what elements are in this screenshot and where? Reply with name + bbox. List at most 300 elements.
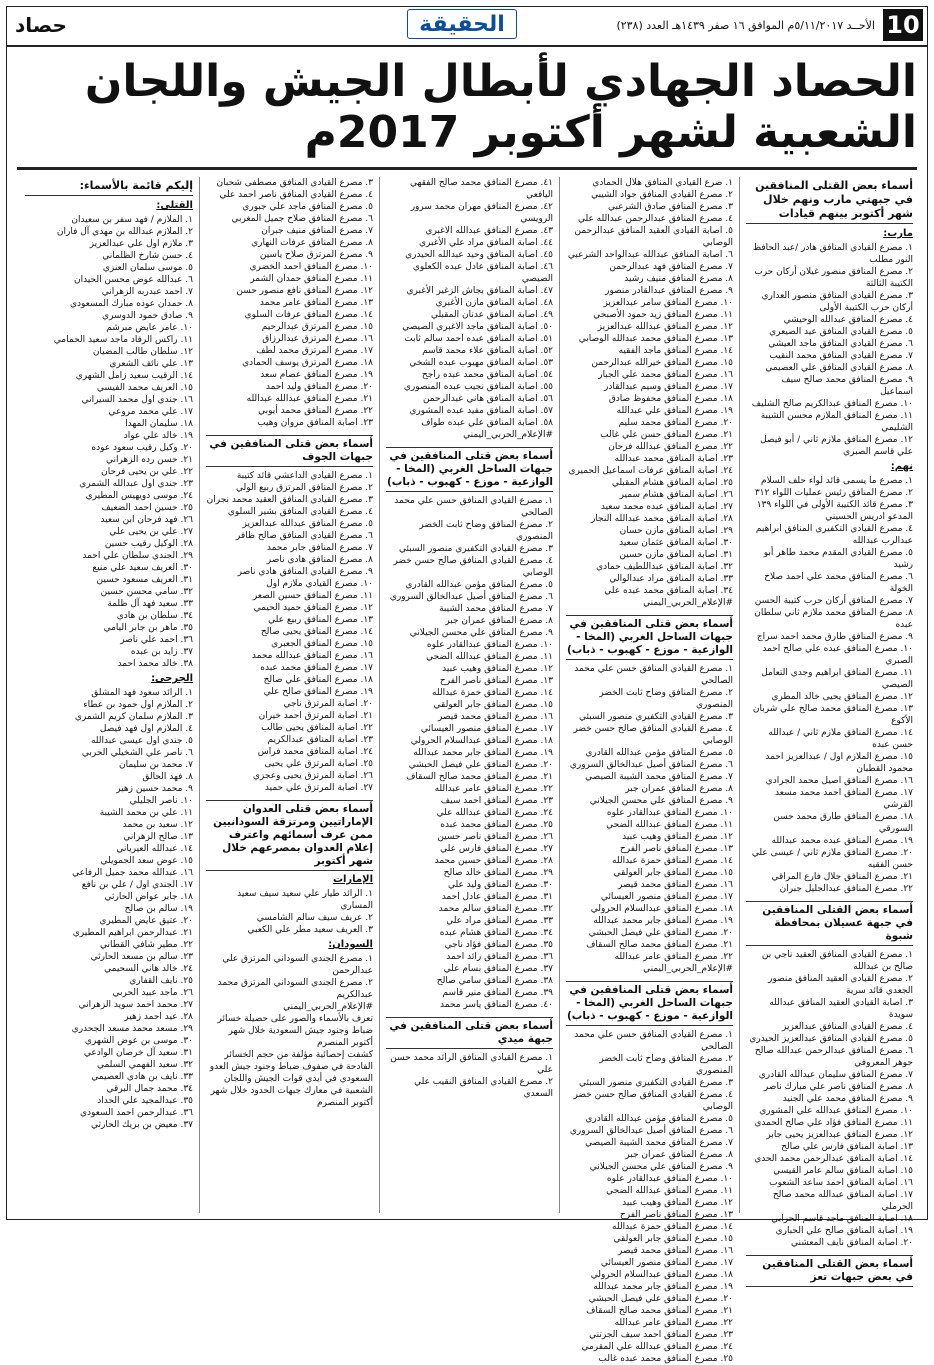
list-item: ٢٩. الجندي سلطان علي احمد — [82, 551, 193, 561]
list-item: ١٣. مصرع المنافق محمد صالح علي شربان الأكوع — [752, 704, 913, 726]
list-item: ١٢. سلطان طالب المضيان — [92, 347, 193, 357]
list-item: ٢. مصرع المنافق وضاح ثابت الخضر المنصوري — [419, 520, 553, 542]
list-item: ٣٣. نايف بن هادي العصيمي — [91, 1072, 193, 1082]
list-item: ٣٠. العريف سعيد علي منيع — [92, 563, 193, 573]
list-item: ٤٢. مصرع المنافق مهران محمد سرور الرويسي — [410, 202, 553, 224]
list-item: ١٠. مصرع المنافق سامر عبدالعزيز — [603, 298, 733, 308]
list-item: ٥١. اصابة المنافق عبده احمد سالم ثابت — [404, 334, 553, 344]
list-item: ٢. مصرع المنافق وضاح ثابت الخضر المنصوري — [599, 688, 733, 710]
list-item: ١٦. مصرع المنافق محمد علي الجبار — [598, 370, 733, 380]
newspaper-page — [6, 6, 928, 1364]
list-item: ١٢. مصرع المنافق نافع منصور حسن — [236, 286, 373, 296]
list-item: ١٦. مصرع المنافق عبدالله محمد — [251, 651, 373, 661]
list-item: ١٠. ناصر الجليلي — [129, 796, 193, 806]
list-item: ٢٧. محمد احمد سويد الزهراني — [78, 1000, 193, 1010]
list-item: #الإعلام_الحربي_اليمني — [463, 430, 553, 440]
list-item: ٤٩. اصابة المنافق عدنان المقبلي — [430, 310, 553, 320]
list-item: ٥٣. اصابة المنافق مهيوب عبده الشخي — [409, 358, 553, 368]
list-item: ٧. مصرع المنافق فهد عبدالرحمن — [609, 262, 733, 272]
list-item: ٨. فهد الحالق — [142, 772, 193, 782]
marib-subheading: مارب: — [883, 228, 913, 239]
column-4-list-a — [206, 177, 373, 429]
list-item: ٢٣. مصرع المنافق احمد سيف الجرتني — [589, 1330, 733, 1340]
list-item: ٥. مصرع القيادي المنافق عيد الصيعري — [769, 327, 913, 337]
list-item: ٣٠. موسى بن عوض الشهري — [84, 1036, 193, 1046]
list-item: ٢١. مصرع المنافق محمد صالح السقاف — [586, 1306, 733, 1316]
list-item: ٢٧. مصرع المنافق فارس علي — [440, 844, 553, 854]
list-item: ١٥. مصرع المنافق خيرالله عبدالرحمن — [591, 358, 733, 368]
list-item: ٦. عبدالله عوض محسن الحيدان — [73, 275, 193, 285]
list-item: ١٩. مصرع المنافق جابر محمد عبدالله — [593, 1282, 733, 1292]
list-item: ٩. محمد حسين زهير — [116, 784, 193, 794]
list-item: ١٤. الرقيب سعيد زامل الشهري — [75, 371, 193, 381]
list-item: ١. مصرع القيادي المنافق حسن علي محمد الصالحي — [394, 496, 553, 518]
list-item: ١. مصرع الجندي السوداني المرتزق علي عبدالرحمن — [222, 954, 373, 976]
list-item: ٦. اصابة المنافق عبدالله عبدالواحد الشرعبي — [567, 250, 733, 260]
list-item: ١٨. مصرع المنافق عبدالسلام الحرولي — [590, 904, 733, 914]
list-item: ٣. مصرع القيادي المنافق منصور العداري أركان حرب الكتيبة الأولى — [761, 291, 913, 313]
list-item: ٩. مصرع المنافق محمد صالح سيف اسماعيل — [781, 375, 913, 397]
list-item: ٤٧. اصابة المنافق بجاش الزغير الأغبري — [406, 286, 553, 296]
list-item: ٣٢. اصابة المنافق عبداللطيف حمادي — [596, 562, 733, 572]
list-item: ٤٠. مصرع المنافق ياسر محمد — [440, 1000, 553, 1010]
list-item: ٢٠. مصرع المنافق ملازم ثاني / عيسى علي حسن الفقيه — [751, 848, 913, 870]
list-item: ١٥. مصرع المنافق جابر العولقي — [613, 868, 733, 878]
list-item: ٣٥. ماهر بن جابر اليامي — [103, 623, 193, 633]
list-item: ١٨. اصابة المنافق ماجد قاسم الحرابي — [771, 1214, 913, 1224]
list-item: ١٢. مصرع المنافق عبدالله عبدالعزيز — [597, 322, 733, 332]
list-item: ١. مصرع ما يسمى قائد لواء حلف السلام — [761, 476, 913, 486]
list-item: ٢١. مصرع المنافق محمد صالح السقاف — [586, 940, 733, 950]
list-item: ٩. مصرع المرتزق صلاح ياسين — [259, 250, 373, 260]
list-item: ٨. مصرع المنافق عمران جبر — [625, 1150, 733, 1160]
list-item: ١٧. مصرع المنافق منصور العيسائي — [600, 892, 733, 902]
list-item: ١٠. مصرع المنافق عبدالقادر علوه — [606, 1174, 733, 1184]
list-item: ١. الرائد سعود فهد المشلق — [91, 688, 193, 698]
list-item: ٢٧. اصابة المنافق عبده محمد سعيد — [600, 502, 733, 512]
list-item: ١٦. مصرع المنافق اصيل محمد الجرادي — [765, 776, 913, 786]
headline-divider — [17, 167, 917, 170]
list-item: ١٢. مصرع المنافق حميد الحيمي — [253, 603, 373, 613]
list-item: ١٩. مصرع المنافق عصام سعد — [260, 370, 373, 380]
list-item: ٢٠. وكيل رقيب سعود عوده — [91, 443, 193, 453]
list-item: ٦. مصرع المنافق عبدالرحمن عبدالله صالح جوهر المعروفي — [754, 1046, 913, 1068]
list-item: ١٦. مصرع المنافق محمد قيصر — [618, 1246, 733, 1256]
list-item: ٢٤. اصابة المنافق عرفات اسماعيل الحميري — [568, 466, 733, 476]
list-item: ٢٩. مصرع المنافق خالد صالح — [443, 868, 553, 878]
list-item: ٥. جندي اول عيسى عبدالله — [90, 736, 193, 746]
list-item: ٥. مصرع المنافق ماجد علي جبوري — [242, 202, 373, 212]
list-item: ٨. مصرع المنافق عمران جبر — [625, 784, 733, 794]
list-item: ٥. مصرع المنافق مؤمن عبدالله القادري — [585, 748, 733, 758]
list-item: ٤. مصرع القيادي المنافق صالح حسن خضر الوصابي — [393, 556, 553, 578]
list-item: ٨. حمدان عوده مبارك المسعودي — [69, 299, 193, 309]
midi-heading: أسماء بعض قتلى المنافقين في جبهة ميدي — [386, 1017, 553, 1049]
list-item: ٤. مصرع القيادي المنافق ناصر احمد علي — [219, 190, 373, 200]
list-item: ٢١. اصابة المرتزق احمد خيران — [258, 711, 373, 721]
list-item: ١. مصرع القيادي المنافق حسن علي محمد الصالحي — [574, 664, 733, 686]
sudan-subheading: السودان: — [328, 939, 373, 950]
list-item: ١٩. سالم بن صالح — [124, 904, 193, 914]
list-item: ٢٠. اصابة المرتزق ناجي — [283, 699, 373, 709]
list-item: ١٧. مصرع المنافق محمد عبده — [260, 663, 373, 673]
list-item: ١٨. مصرع المرتزق يوسف الحمادي — [242, 358, 373, 368]
list-item: ٣٣. اصابة المنافق مراد عبدالوالي — [609, 574, 733, 584]
column-1 — [739, 177, 919, 1283]
list-item: ٢٢. علي بن يحيى فرحان — [101, 467, 193, 477]
uae-subheading: الإمارات — [332, 874, 373, 885]
list-item: ٢١. مصرع المنافق حسن علي غالب — [600, 430, 733, 440]
list-item: ١٧. مصرع المنافق منصور العيسائي — [420, 724, 553, 734]
list-item: ٣٧. زايد بن عبده — [130, 647, 193, 657]
list-item: ١١. راكس الرفاد ماجد سعيد الحمامي — [53, 335, 193, 345]
list-item: ٢٢. مصرع المنافق عبدالله فرحان — [608, 442, 733, 452]
column-2 — [559, 177, 739, 1364]
list-item: ٣. مصرع قائد الكتيبة الأولى في اللواء ١٣٩ المدعو ادريس الحسيني — [756, 500, 913, 522]
list-item: ١٢. سعيد بن محمد — [122, 820, 193, 830]
list-item: ٢١. مصرع المنافق جلال فارع المراقي — [771, 872, 913, 882]
list-item: ١٧. مصرع المرتزق محمد لطف — [256, 346, 373, 356]
list-item: ٣. مصرع القيادي المنافق العقيد محمد نجران — [206, 495, 373, 505]
list-item: ٥. اصابة القيادي العقيد المنافق عبدالرحمن الوصابي — [574, 226, 733, 248]
list-item: ٧. احمد عبدربه الزهراني — [101, 287, 193, 297]
list-item: #الإعلام_الحربي_اليمني — [283, 1002, 373, 1012]
shabwa-heading: أسماء بعض القتلى المنافقين في جبهة عسيلان بمحافظة شبوة — [746, 901, 913, 946]
page-header — [7, 7, 927, 47]
list-item: ٢. مصرع الجندي السوداني المرتزق محمد عبدالكريم — [217, 978, 373, 1000]
list-item: ٣. مصرع القيادي التكفيري منصور السبئي — [398, 544, 553, 554]
list-item: ١. الرائد طيار علي سعيد سيف سعيد المساري — [237, 889, 373, 911]
killed-subheading: القتلى: — [156, 200, 193, 211]
list-item: ٢٢. مصرع المنافق عامر عبدالله — [614, 1318, 733, 1328]
list-item: ٦. مصرع المنافق صلاح جميل المغربي — [231, 214, 373, 224]
page-number: 10 — [883, 9, 923, 41]
issue-date: الأحــد ٥/١١/٢٠١٧م الموافق ١٦ صفر ١٤٣٩هـ العدد (٢٣٨) — [616, 19, 875, 32]
list-item: ٢. الملازم عبدالله بن مهدي آل فاران — [56, 227, 193, 237]
list-item: ٢٢. مصرع المنافق عامر عبدالله — [434, 784, 553, 794]
list-item: ٤٣. مصرع المنافق عبدالله الاغبري — [425, 226, 553, 236]
list-item: ٤٦. اصابة المنافق عادل عبده الكعلوي الصيصي — [412, 262, 553, 284]
list-item: ١٨. سليمان المهدا — [125, 419, 193, 429]
column-3 — [379, 177, 559, 1213]
list-item: ٢١. عبدالرحمن ابراهيم المطيري — [72, 928, 193, 938]
list-item: ١٣. مصرع المنافق محمد عبدالله الوصابي — [578, 334, 733, 344]
list-item: ٧. مصرع المنافق محمد الشيبة الصيصي — [585, 772, 733, 782]
list-item: ٢٠. مصرع المنافق محمد سليم — [618, 418, 733, 428]
list-item: ١٧. علي محمد مروعي — [108, 407, 193, 417]
list-item: ١٤. مصرع المنافق ملازم ثاني / عبدالله حسن عبده — [768, 728, 913, 750]
list-item: ٣٨. مصرع المنافق سامي صالح — [436, 976, 553, 986]
page-headline: الحصاد الجهادي لأبطال الجيش واللجان الشعبية لشهر أكتوبر 2017م — [84, 56, 917, 158]
list-item: ١١. مصرع المنافق حسين الصعر — [252, 591, 373, 601]
list-item: ٩. مصرع المنافق محمد علي الجنيد — [782, 1094, 913, 1104]
list-item: ٢٨. الوكيل رقيب حسين — [104, 539, 193, 549]
sudan-list — [206, 953, 373, 1109]
list-item: ٣. مصرع القيادي التكفيري منصور السبئي — [578, 712, 733, 722]
list-item: ٢٥. مصرع المنافق محمد عبده غالب — [598, 1354, 733, 1364]
list-item: ١٣. صالح الزهراني — [123, 832, 193, 842]
list-item: ٢٤. موسى دويهيس المطيري — [85, 491, 193, 501]
column-2-list-b — [566, 663, 733, 975]
list-item: ٢٠. اصابة المنافق نايف المعشني — [790, 1238, 913, 1248]
list-item: ١٩. مصرع المنافق جابر محمد عبدالله — [413, 748, 553, 758]
list-item: ١٤. مصرع المنافق ماجد الفقيه — [618, 346, 733, 356]
list-item: ٣٧. معيض بن بريك الحارثي — [91, 1120, 193, 1130]
column-2-list-c — [566, 1029, 733, 1365]
list-item: ٥. مصرع القيادي المقدم محمد طاهر أبو رشيد — [763, 548, 913, 570]
list-item: ٢٥. اصابة المرتزق علي يحيى — [264, 759, 373, 769]
list-item: ٢. مصرع المنافق المرتزق ربيع الولي — [235, 483, 373, 493]
list-item: ٣٨. خالد محمد احمد — [117, 659, 193, 669]
list-item: ٩. مصرع المنافق علي محسن الجيلاني — [589, 796, 733, 806]
list-item: ١٦. مصرع المرتزق عبدالرزاق — [262, 334, 373, 344]
list-item: ٢٦. مصرع المنافق ناصر حسين — [437, 832, 553, 842]
list-item: ٢١. حسن رده الزهراني — [105, 455, 193, 465]
list-item: ٤. مصرع القيادي المنافق بشير السلوي — [227, 507, 373, 517]
column-1-heading: أسماء بعض القتلى المنافقين في جبهتي مارب ونهم خلال شهر أكتوبر بينهم قيادات — [746, 179, 913, 224]
list-item: كشفت إحصائية مؤلفة من حجم الخسائر الفادحة في صفوف ضباط وجنود جيش العدو السعودي في أيدي قوات الجيش واللجان الشعبية في معارك جبهات الحدود خلال شهر أكتوبر المنصرم — [209, 1050, 373, 1108]
column-3-list-a — [386, 177, 553, 441]
list-item: ١٠. مصرع المنافق احمد الخضري — [249, 262, 373, 272]
list-item: ٣١. سعيد آل خرصان الوادعي — [83, 1048, 193, 1058]
list-item: ٣٣. مصرع المنافق مراد علي — [446, 916, 553, 926]
list-item: ٢٢. مصرع المنافق عامر عبدالله — [614, 952, 733, 962]
list-item: ٩. مصرع المنافق طارق محمد احمد سراج — [756, 632, 913, 642]
emirati-sudanese-heading: أسماء بعض قتلى العدوان الإماراتيين ومرتزقة السودانيين ممن عرف أسمائهم واعترف إعلام العدوان بمصرعهم خلال شهر أكتوبر — [206, 800, 373, 871]
list-item: ٢٠. مصرع المنافق وليد احمد — [265, 382, 373, 392]
column-3-list-c — [386, 1052, 553, 1100]
list-item: ١٣. مصرع المنافق ربيع علي — [268, 615, 373, 625]
list-item: ١٤. مصرع المنافق حمزة عبدالله — [612, 1222, 733, 1232]
list-item: ١٤. مصرع المنافق حمزة عبدالله — [612, 856, 733, 866]
list-item: ١٤. مصرع المنافق يحيى صالح — [260, 627, 373, 637]
list-item: ٧. مصرع المنافق محمد الشيبة الصيصي — [585, 1138, 733, 1148]
list-item: ١٧. اصابة المنافق عبدالله محمد صالح الحرملي — [772, 1190, 913, 1212]
list-item: ٣٤. محمد جمال البرقي — [106, 1084, 193, 1094]
list-item: ٣. اصابة القيادي العقيد المنافق عبدالله سويدة — [769, 998, 913, 1020]
list-item: ٧. مصرع المنافق جابر محمد — [266, 543, 373, 553]
list-item: ٢٨. عيد احمد زهير — [124, 1012, 193, 1022]
list-item: ١٩. اصابة المنافق صالح علي الحباري — [775, 1226, 913, 1236]
list-item: ٥. مصرع المنافق عبدالله عبدالعزيز — [242, 519, 373, 529]
list-item: ٢٦. اصابة المرتزق يحيى وعجزي — [252, 771, 373, 781]
list-item: ٨. مصرع المنافق محمد ملازم ثاني سلطان عبده — [754, 608, 913, 630]
list-item: ٦. مصرع القيادي المنافق صالح ظافر — [235, 531, 373, 541]
list-item: ٣٦. عبدالرحمن احمد السعودي — [79, 1108, 193, 1118]
uae-list — [206, 888, 373, 936]
list-item: ٢٨. مصرع المنافق حسين محمد — [434, 856, 553, 866]
list-item: ٧. مصرع القيادي المنافق محمد النقيب — [769, 351, 913, 361]
list-item: ٤. مصرع المنافق عبدالله الوحيشي — [783, 315, 913, 325]
list-item: ١٢. مصرع المنافق وهيب عبيد — [622, 832, 733, 842]
list-item: ١٣. مصرع المنافق ناصر الفرح — [439, 676, 553, 686]
list-item: ٢٠. مصرع المنافق علي فيصل الحبشي — [408, 760, 553, 770]
list-item: ٧. مصرع المنافق أركان حرب كتيبة الحسن — [754, 596, 913, 606]
list-item: ٢٨. اصابة المنافق محمد عبدالله النجار — [590, 514, 733, 524]
list-item: ٢٠. مصرع المنافق علي فيصل الحبشي — [588, 1294, 733, 1304]
wounded-list — [25, 687, 193, 1131]
list-item: ١٢. مصرع المنافق عبدالعزيز يحيى جابر — [766, 1130, 913, 1140]
list-item: ١٦. مصرع المنافق محمد قيصر — [438, 712, 553, 722]
list-item: ٦. مصرع المنافق أصيل عبدالخالق السروري — [389, 592, 553, 602]
list-item: ٤. مصرع القيادي التكفيري المنافق ابراهيم عبدالرب عبدالله — [755, 524, 913, 546]
list-item: ٣٣. سعيد فهد آل ظلمة — [107, 599, 193, 609]
list-item: ٥. مصرع المنافق مؤمن عبدالله القادري — [405, 580, 553, 590]
list-item: ١٤. اصابة المنافق عبدالرحمن محمد الحدي — [754, 1154, 913, 1164]
list-item: ٣٧. مصرع المنافق بسام علي — [443, 964, 553, 974]
west-coast-heading-b: أسماء بعض قتلى المنافقين في جبهات الساحل الغربي (المخا - الوازعية - موزع - كهبوب - ذباب) — [566, 981, 733, 1026]
list-item: ١٧. مصرع المنافق احمد محمد مسعد القرشي — [775, 788, 913, 810]
list-item: ٥٥. اصابة المنافق نجيب عبده المنصوري — [403, 382, 553, 392]
list-item: ٣١. مصرع المنافق عادل احمد — [441, 892, 553, 902]
list-item: ٤. مصرع القيادي المنافق صالح حسن خضر الوصابي — [573, 724, 733, 746]
list-item: ٣. مصرع المنافق صادق الشرعبي — [607, 202, 733, 212]
list-item: ٢٣. سالم بن مسعد الحارثي — [90, 952, 193, 962]
list-item: ١٩. مصرع المنافق علي عبدالله — [616, 406, 733, 416]
west-coast-heading-a: أسماء بعض قتلى المنافقين في جبهات الساحل الغربي (المخا - الوازعية - موزع - كهبوب - ذباب) — [566, 615, 733, 660]
nehm-subheading: نهم: — [890, 461, 913, 472]
list-item: ٢٣. جندي اول عبدالله الشمري — [79, 479, 193, 489]
column-5 — [19, 177, 199, 1213]
list-item: ٢٣. اصابة المنافق محمد عبدالله — [614, 454, 733, 464]
list-item: ١٧. مصرع المنافق وسيم عبدالقادر — [604, 382, 733, 392]
list-item: ١١. مصرع المنافق فؤاد علي صالح الحمدي — [754, 1118, 913, 1128]
list-item: ٩. صادق حمود الدوسري — [102, 311, 193, 321]
west-coast-heading-c: أسماء بعض قتلى المنافقين في جبهات الساحل الغربي (المخا - الوازعية - موزع - كهبوب - ذباب) — [386, 447, 553, 492]
list-item: ١٥. مصرع المنافق جابر العولقي — [613, 1234, 733, 1244]
list-item: ١٢. مصرع المنافق وهيب عبيد — [622, 1198, 733, 1208]
list-item: ١٢. مصرع المنافق وهيب عبيد — [442, 664, 553, 674]
list-item: ١١. مصرع المنافق عبدالله الضحي — [606, 820, 733, 830]
list-item: ١١. مصرع المنافق عبدالله الضحي — [426, 652, 553, 662]
list-item: ٤٨. اصابة المنافق مازن الأغبري — [435, 298, 553, 308]
list-item: ٢٣. اصابة المنافق عبدالكريم — [267, 735, 373, 745]
list-item: ١٤. عبدالله العيرياني — [116, 844, 193, 854]
list-item: ١٥. عوض سعد الجمويلي — [100, 856, 193, 866]
list-item: ٦. مصرع المنافق أصيل عبدالخالق السروري — [569, 760, 733, 770]
list-item: ٣٥. عبدالمجيد علي الحداد — [97, 1096, 193, 1106]
list-item: ٢٦. فهد فرحان ابن سعيد — [100, 515, 193, 525]
list-item: ١٩. مصرع المنافق جابر محمد عبدالله — [593, 916, 733, 926]
list-item: ٢٧. اصابة المرتزق علي حميد — [264, 783, 373, 793]
list-item: ٣٤. اصابة المنافق محمد عبده علي — [604, 586, 733, 596]
column-2-list-a — [566, 177, 733, 609]
list-item: ٢٣. مصرع المنافق احمد سيف — [440, 796, 553, 806]
list-item: ٢١. مصرع المنافق محمد صالح السقاف — [406, 772, 553, 782]
list-item: ٤١. مصرع المنافق محمد صالح الفقهي اليافعي — [409, 178, 553, 200]
list-item: ١٨. جابر عواض الحارثي — [104, 892, 193, 902]
list-item: ١٨. مصرع المنافق طارق محمد حسن السورقي — [773, 812, 913, 834]
list-item: ٢٢. مصرع المنافق عبدالجليل جبران — [779, 884, 913, 894]
list-item: ٩. مصرع المنافق علي محسن الجيلاني — [409, 628, 553, 638]
list-item: ١١. مصرع المنافق ابراهيم وجدي التعامل الصيصي — [761, 668, 913, 690]
list-item: ١٣. علي نائف الشعري — [109, 359, 193, 369]
list-item: ٣٤. مصرع المنافق هشام عبده — [439, 928, 553, 938]
list-item: ١٣. اصابة المنافق فارس علي صالح — [781, 1142, 913, 1152]
list-item: ٤٤. اصابة المنافق مراد علي الأغبري — [419, 238, 553, 248]
list-item: #الإعلام_الحربي_اليمني — [643, 964, 733, 974]
list-item: ٩. مصرع القيادي المنافق هادي ناصر — [237, 567, 373, 577]
list-item: ٥. مصرع القيادي المنافق عبدالعزيز الحيدري — [749, 1034, 913, 1044]
list-item: ٢٢. مطير شافي القطاني — [99, 940, 193, 950]
list-item: ١٥. مصرع المرتزق عبدالرحيم — [261, 322, 373, 332]
list-item: ٣. ملازم اول علي عبدالعزيز — [89, 239, 193, 249]
list-item: ١٣. مصرع المنافق ناصر الفرح — [619, 844, 733, 854]
list-item: ٢٩. اصابة المنافق مازن حسان — [619, 526, 733, 536]
list-item: ١٠. عامر عايض مبرشم — [106, 323, 193, 333]
list-item: ٢٤. خالد هاني السحيمي — [104, 964, 193, 974]
list-item: ١١. مصرع المنافق الملازم محسن الشيبة الشليمي — [760, 411, 913, 433]
list-item: ١٥. العريف محمد الفيسي — [96, 383, 193, 393]
list-item: ٣٤. سلطان بن هادي — [116, 611, 193, 621]
list-item: ٤. مصرع القيادي المنافق صالح حسن خضر الوصابي — [573, 1090, 733, 1112]
list-item: ١٣. مصرع المنافق ناصر الفرح — [619, 1210, 733, 1220]
list-item: ٢٥. حسين احمد الضعيف — [101, 503, 193, 513]
list-item: ٢. مصرع القيادي العقيد المنافق منصور الجعدي قائد سرية — [768, 974, 913, 996]
list-item: ١٥. اصابة المنافق سالم عامر القيسي — [773, 1166, 913, 1176]
list-item: ١١. مصرع المنافق زيد حمود الأصبحي — [593, 310, 733, 320]
list-item: ٥٠. اصابة المنافق ماجد الاغبري الصيصي — [402, 322, 553, 332]
list-item: ١٠. مصرع القيادي ملازم اول — [266, 579, 373, 589]
list-item: ٤٥. اصابة المنافق وحيد عبدالله الحيدري — [405, 250, 553, 260]
list-item: ٥٢. اصابة المنافق علاء محمد قاسم — [422, 346, 553, 356]
list-item: ٥. موسى سلمان العنزي — [102, 263, 193, 273]
list-item: ١٤. مصرع المنافق حمزة عبدالله — [432, 688, 553, 698]
list-item: ٢٥. اصابة المنافق هشام المقبلي — [611, 478, 733, 488]
column-4-list-b — [206, 470, 373, 794]
list-item: ٢. مصرع المنافق منصور غيلان أركان حرب الكتيبة الثالثة — [754, 267, 913, 289]
list-item: ٣٠. مصرع المنافق وليد علي — [447, 880, 553, 890]
list-item: ٣٦. مصرع المنافق رائد احمد — [446, 952, 553, 962]
list-item: ٢٦. اصابة المنافق هشام سمير — [619, 490, 733, 500]
list-item: ٧. مصرع المنافق محمد الشيبة — [439, 604, 553, 614]
list-item: ٣١. اصابة المنافق مازن حسين — [619, 550, 733, 560]
list-item: ١٢. مصرع المنافق ملازم ثاني / أبو فيصل علي قاسم الصبري — [760, 435, 913, 457]
list-item: ٤. مصرع المنافق عبدالرحمن عبدالله علي — [577, 214, 733, 224]
list-item: ٢٩. مسعد محمد مسعد الجحدري — [71, 1024, 193, 1034]
list-item: ٢. مصرع القيادي المنافق جواد الشيبي — [591, 190, 733, 200]
list-item: ٢٧. علي بن يحيى علي — [109, 527, 193, 537]
list-item: ١٦. مصرع المنافق محمد قيصر — [618, 880, 733, 890]
list-item: ٢٢. اصابة المنافق يحيى طالب — [261, 723, 373, 733]
wounded-subheading: الجرحى: — [151, 673, 193, 684]
list-item: #الإعلام_الحربي_اليمني — [643, 598, 733, 608]
list-item: ٣٢. مصرع المنافق سالم محمد — [438, 904, 553, 914]
list-item: ١٦. اصابة المنافق احمد ساعد الشعوب — [769, 1178, 913, 1188]
killed-list — [25, 214, 193, 670]
list-item: تعرف بالأسماء والصور على حصيلة خسائر ضباط وجنود جيش السعودية خلال شهر أكتوبر المنصرم — [217, 1014, 373, 1048]
list-item: ١٤. مصرع المنافق عرفات السلوي — [244, 310, 373, 320]
list-item: ١. الملازم / فهد سفر بن سعيدان — [71, 215, 193, 225]
list-item: ١٨. مصرع المنافق محفوظ صادق — [608, 394, 733, 404]
list-item: ٩. مصرع المنافق عبدالقادر منصور — [605, 286, 733, 296]
list-item: ١١. مصرع المنافق حمدان الشمر — [250, 274, 373, 284]
list-item: ١١. علي بن محمد الشيبة — [99, 808, 193, 818]
list-item: ١٥. مصرع المنافق الجعبري — [271, 639, 373, 649]
list-item: ٢٤. مصرع المنافق عبدالله علي المقرمي — [581, 1342, 733, 1352]
article-columns — [15, 177, 919, 1364]
marib-list — [746, 242, 913, 458]
list-item: ٨. مصرع المنافق عرفات النهاري — [251, 238, 373, 248]
list-item: ٥٤. اصابة المنافق محمد عبده راجح — [421, 370, 553, 380]
list-item: ١٠. مصرع المنافق عبده علي صالح احمد الصبري — [762, 644, 913, 666]
list-item: ٢٣. اصابة المنافق مروان وهيب — [257, 418, 373, 428]
list-item: ٣. مصرع القيادي التكفيري منصور السبئي — [578, 1078, 733, 1088]
list-item: ٢٤. مصرع المنافق عبدالله علي — [436, 808, 553, 818]
list-item: ٩. مصرع المنافق علي محسن الجيلاني — [589, 1162, 733, 1172]
list-item: ٣٢. سعيد الفهمي السلمي — [96, 1060, 193, 1070]
list-item: ٥٦. اصابة المنافق هاني عبدالرحمن — [422, 394, 553, 404]
